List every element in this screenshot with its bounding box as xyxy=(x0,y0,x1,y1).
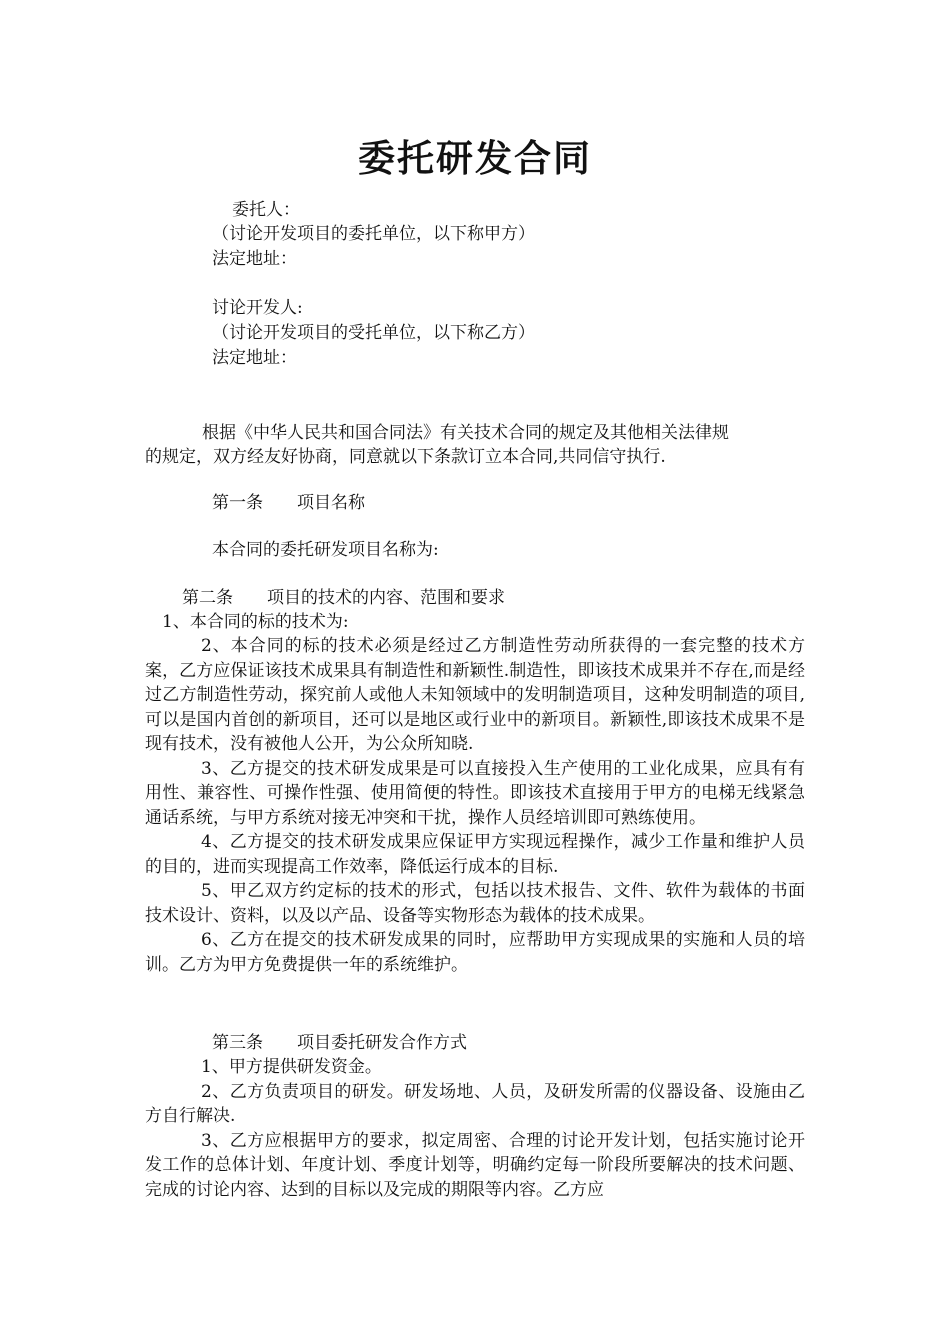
article-3-heading: 第三条 项目委托研发合作方式 xyxy=(212,1033,467,1053)
article-2-item-5: 5、甲乙双方约定标的技术的形式，包括以技术报告、文件、软件为载体的书面技术设计、资料，以及以产品、设备等实物形态为载体的技术成果。 xyxy=(145,881,805,926)
article-3-item-1: 1、甲方提供研发资金。 xyxy=(201,1057,382,1077)
developer-note: （讨论开发项目的受托单位，以下称乙方） xyxy=(212,323,535,343)
document-title: 委托研发合同 xyxy=(358,137,592,180)
client-note: （讨论开发项目的委托单位，以下称甲方） xyxy=(212,224,535,244)
article-2-item-2: 2、本合同的标的技术必须是经过乙方制造性劳动所获得的一套完整的技术方案，乙方应保证该技术成果具有制造性和新颖性.制造性，即该技术成果并不存在,而是经过乙方制造性劳动，探究前人或他人未知领域中的发明制造项目，这种发明制造的项目,可以是国内首创的新项目，还可以是地区或行业中的新项目。新颖性,即该技术成果不是现有技术，没有被他人公开，为公众所知晓. xyxy=(145,636,805,754)
preamble-line-1: 根据《中华人民共和国合同法》有关技术合同的规定及其他相关法律规 xyxy=(202,423,729,443)
article-2-item-6: 6、乙方在提交的技术研发成果的同时，应帮助甲方实现成果的实施和人员的培训。乙方为甲方免费提供一年的系统维护。 xyxy=(145,930,805,975)
preamble-line-2: 的规定，双方经友好协商，同意就以下条款订立本合同,共同信守执行. xyxy=(145,447,666,467)
developer-address: 法定地址： xyxy=(212,348,297,368)
article-2-body xyxy=(145,634,805,977)
article-3-item-2: 2、乙方负责项目的研发。研发场地、人员，及研发所需的仪器设备、设施由乙方自行解决. xyxy=(145,1081,805,1126)
article-2-item-4: 4、乙方提交的技术研发成果应保证甲方实现远程操作，减少工作量和维护人员的目的，进而实现提高工作效率，降低运行成本的目标. xyxy=(145,832,805,877)
article-2-item-3: 3、乙方提交的技术研发成果是可以直接投入生产使用的工业化成果，应具有有用性、兼容性、可操作性强、使用简便的特性。即该技术直接用于甲方的电梯无线紧急通话系统，与甲方系统对接无冲突和干扰，操作人员经培训即可熟练使用。 xyxy=(145,758,805,828)
article-3-item-3: 3、乙方应根据甲方的要求，拟定周密、合理的讨论开发计划，包括实施讨论开发工作的总体计划、年度计划、季度计划等，明确约定每一阶段所要解决的技术问题、完成的讨论内容、达到的目标以及完成的期限等内容。乙方应 xyxy=(145,1130,805,1200)
article-1-text: 本合同的委托研发项目名称为: xyxy=(212,540,439,560)
developer-label: 讨论开发人: xyxy=(212,298,303,318)
client-address: 法定地址： xyxy=(212,249,297,269)
article-3-body xyxy=(145,1055,805,1202)
client-label: 委托人： xyxy=(232,200,300,220)
article-2-heading: 第二条 项目的技术的内容、范围和要求 xyxy=(182,588,505,608)
article-2-item-1: 1、本合同的标的技术为: xyxy=(162,612,349,632)
article-1-heading: 第一条 项目名称 xyxy=(212,493,365,513)
